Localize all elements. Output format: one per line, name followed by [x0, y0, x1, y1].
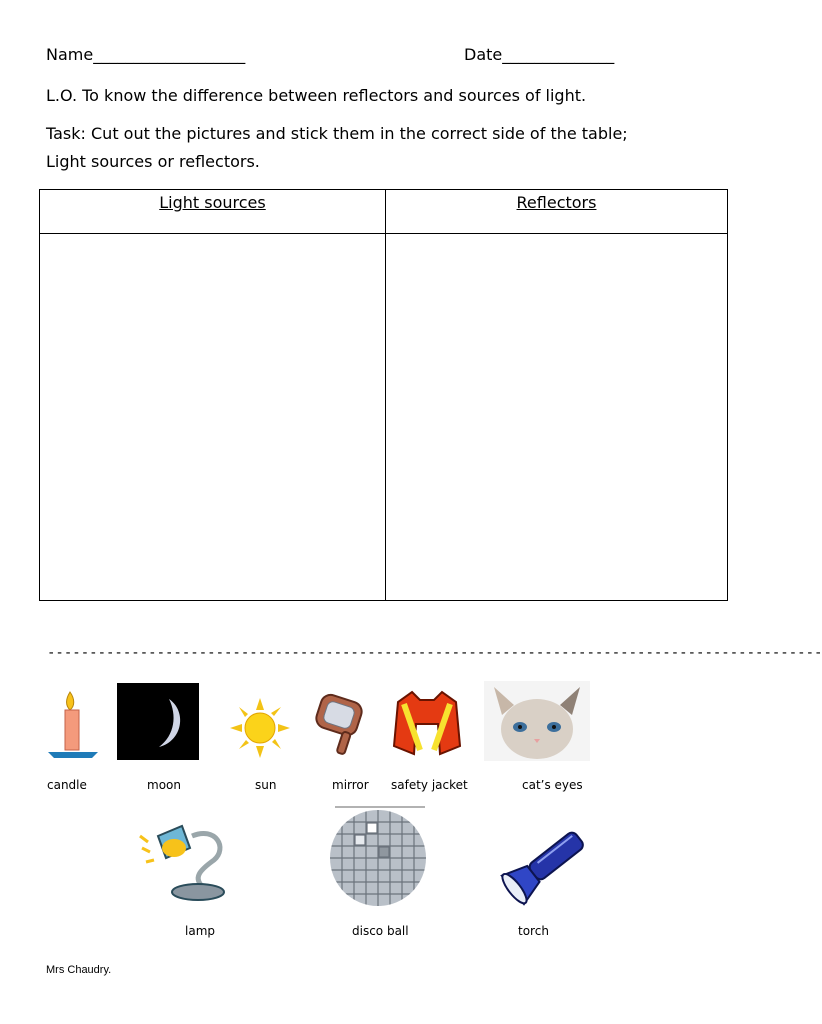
torch-caption: torch [518, 924, 549, 938]
lamp-icon[interactable] [136, 818, 232, 906]
reflectors-column[interactable] [386, 190, 727, 600]
disco-ball-icon[interactable] [323, 804, 433, 908]
safety-jacket-icon[interactable] [390, 688, 464, 760]
cats-eyes-caption: cat’s eyes [522, 778, 583, 792]
mirror-icon[interactable] [312, 690, 368, 760]
disco-ball-caption: disco ball [352, 924, 409, 938]
sun-icon[interactable] [228, 696, 292, 760]
date-field[interactable]: Date______________ [464, 45, 615, 64]
sun-caption: sun [255, 778, 277, 792]
mirror-caption: mirror [332, 778, 369, 792]
safety-jacket-caption: safety jacket [391, 778, 468, 792]
name-field[interactable]: Name___________________ [46, 45, 246, 64]
task-instruction-line-1: Task: Cut out the pictures and stick them in the correct side of the table; [46, 124, 628, 143]
moon-caption: moon [147, 778, 181, 792]
candle-caption: candle [47, 778, 87, 792]
task-instruction-line-2: Light sources or reflectors. [46, 152, 260, 171]
light-sources-header: Light sources [159, 193, 266, 212]
sorting-table [39, 189, 728, 601]
cats-eyes-icon[interactable] [484, 681, 590, 761]
moon-icon[interactable] [117, 683, 199, 760]
torch-icon[interactable] [500, 822, 592, 906]
lamp-caption: lamp [185, 924, 215, 938]
light-sources-column[interactable] [40, 190, 386, 600]
cut-line: -------------------------------------------------------------------------------------------- [47, 645, 822, 661]
reflectors-header: Reflectors [516, 193, 597, 212]
learning-objective: L.O. To know the difference between reflectors and sources of light. [46, 86, 587, 105]
footer-author: Mrs Chaudry. [46, 964, 112, 976]
candle-icon[interactable] [44, 688, 102, 760]
header-divider [40, 233, 727, 234]
